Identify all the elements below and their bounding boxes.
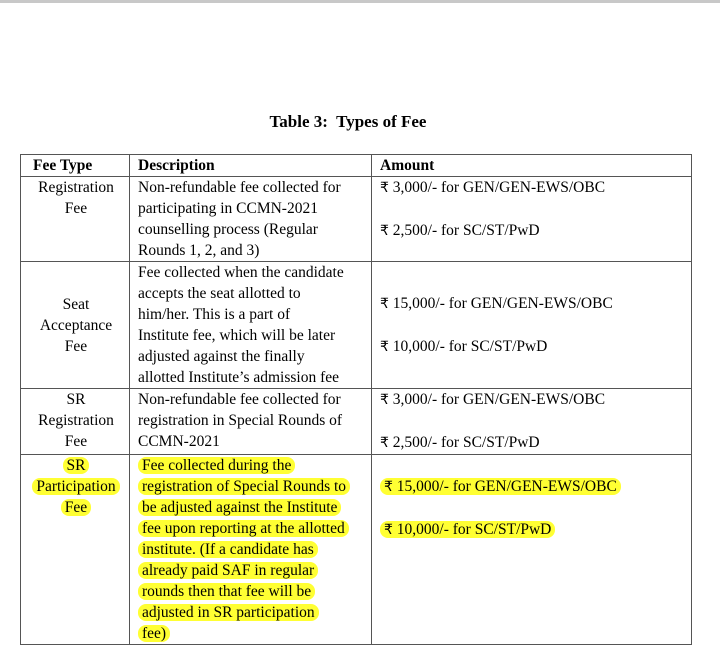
fee-table: [20, 154, 692, 645]
description-line: him/her. This is a part of: [138, 306, 291, 323]
fee-type-cell: [21, 389, 130, 455]
description-line: registration of Special Rounds to: [138, 478, 350, 495]
amount-line: [380, 293, 685, 315]
amount-line: [380, 177, 685, 199]
fee-type-cell: [21, 177, 130, 262]
description-line: adjusted against the finally: [138, 348, 305, 365]
fee-type-line: Registration: [38, 412, 114, 429]
description-line: fee upon reporting at the allotted: [138, 520, 349, 537]
table-row: [21, 389, 692, 455]
top-border: [0, 0, 720, 3]
table-title: Table 3: Types of Fee: [269, 112, 427, 131]
amount-general: 15,000/- for GEN/GEN-EWS/OBC: [396, 478, 617, 495]
fee-type-line: Registration: [38, 179, 114, 196]
description-line: Fee collected when the candidate: [138, 264, 344, 281]
fee-type-cell: [21, 455, 130, 645]
amount-general: 3,000/- for GEN/GEN-EWS/OBC: [392, 179, 606, 196]
description-line: rounds then that fee will be: [138, 583, 315, 600]
description-line: institute. (If a candidate has: [138, 541, 318, 558]
fee-type-line: Acceptance: [39, 316, 113, 334]
rupee-icon: ₹: [380, 435, 389, 451]
amount-line: [380, 389, 685, 411]
description-line: fee): [138, 625, 170, 642]
fee-type-line: Fee: [64, 200, 88, 217]
amount-reserved: 2,500/- for SC/ST/PwD: [392, 222, 540, 239]
header-amount: Amount: [372, 155, 692, 177]
description-cell: [130, 455, 372, 645]
description-cell: [130, 262, 372, 389]
rupee-icon: ₹: [380, 223, 389, 239]
fee-type-line: Fee: [64, 433, 88, 450]
description-line: allotted Institute’s admission fee: [138, 369, 340, 386]
table-row: [21, 262, 692, 389]
fee-type-line: SR: [63, 457, 90, 474]
description-line: already paid SAF in regular: [138, 562, 318, 579]
rupee-icon: ₹: [380, 295, 389, 312]
amount-line: [380, 476, 685, 498]
fee-type-line: Participation: [32, 478, 119, 495]
rupee-icon: ₹: [380, 392, 389, 408]
amount-reserved: 2,500/- for SC/ST/PwD: [392, 434, 540, 451]
amount-line: [380, 519, 685, 541]
description-line: Non-refundable fee collected for: [138, 179, 341, 196]
rupee-icon: ₹: [384, 522, 393, 538]
amount-reserved: 10,000/- for SC/ST/PwD: [396, 521, 552, 538]
description-cell: [130, 177, 372, 262]
description-line: Institute fee, which will be later: [138, 327, 336, 344]
description-line: Non-refundable fee collected for: [138, 391, 341, 408]
description-line: registration in Special Rounds of: [138, 412, 343, 429]
amount-reserved: 10,000/- for SC/ST/PwD: [392, 337, 548, 355]
description-line: counselling process (Regular: [138, 221, 318, 238]
rupee-icon: ₹: [384, 479, 393, 495]
description-line: Fee collected during the: [138, 457, 295, 474]
fee-type-line: SR: [66, 391, 86, 408]
description-line: Rounds 1, 2, and 3): [138, 242, 260, 259]
fee-type-line: Fee: [61, 499, 91, 516]
amount-cell: [372, 455, 692, 645]
amount-general: 3,000/- for GEN/GEN-EWS/OBC: [392, 391, 606, 408]
amount-cell: [372, 177, 692, 262]
description-line: CCMN-2021: [138, 433, 220, 450]
amount-line: [380, 220, 685, 242]
description-line: be adjusted against the Institute: [138, 499, 341, 516]
table-row: [21, 177, 692, 262]
amount-cell: [372, 389, 692, 455]
fee-type-line: Fee: [64, 337, 88, 355]
rupee-icon: ₹: [380, 180, 389, 196]
description-cell: [130, 389, 372, 455]
amount-line: [380, 336, 685, 358]
description-line: participating in CCMN-2021: [138, 200, 318, 217]
amount-general: 15,000/- for GEN/GEN-EWS/OBC: [392, 294, 613, 312]
fee-type-line: Seat: [62, 295, 90, 313]
amount-line: [380, 432, 685, 454]
description-line: accepts the seat allotted to: [138, 285, 301, 302]
table-row-highlighted: [21, 455, 692, 645]
header-fee-type: Fee Type: [21, 155, 130, 177]
header-description: Description: [130, 155, 372, 177]
fee-type-cell: [21, 262, 130, 389]
rupee-icon: ₹: [380, 338, 389, 355]
amount-cell: [372, 262, 692, 389]
header-row: [21, 155, 692, 177]
description-line: adjusted in SR participation: [138, 604, 319, 621]
